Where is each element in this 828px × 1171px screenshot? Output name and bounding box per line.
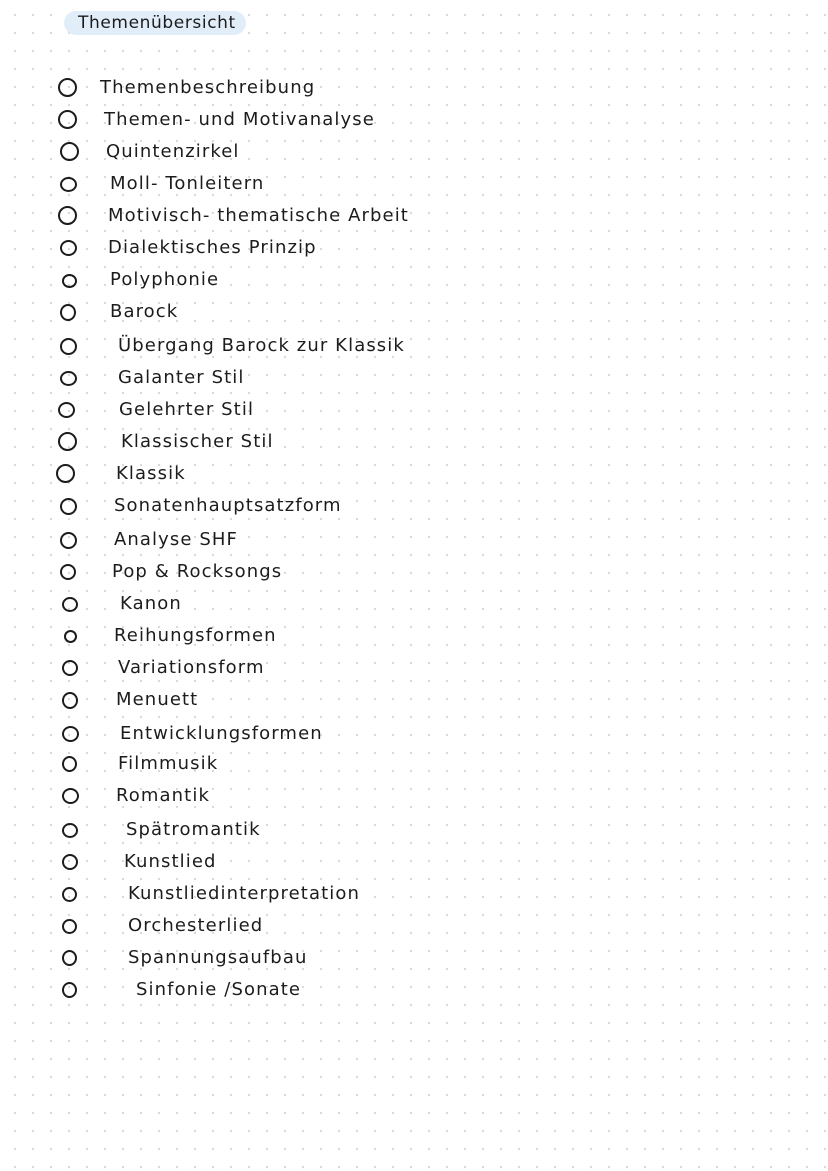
list-item: [62, 654, 622, 682]
topic-label: Moll- Tonleitern: [110, 173, 265, 194]
list-item: [60, 138, 620, 166]
topic-checkbox[interactable]: [58, 432, 77, 451]
list-item: [62, 944, 622, 972]
list-item: [58, 106, 618, 134]
topic-checkbox[interactable]: [62, 788, 79, 804]
topic-checkbox[interactable]: [62, 660, 78, 676]
topic-label: Galanter Stil: [118, 367, 245, 388]
list-item: [60, 170, 620, 198]
topic-checkbox[interactable]: [60, 338, 77, 355]
page-title: Themenübersicht: [64, 11, 246, 35]
list-item: [62, 720, 622, 748]
topic-checkbox[interactable]: [64, 630, 77, 643]
topic-checkbox[interactable]: [58, 206, 77, 225]
topic-label: Menuett: [116, 689, 199, 710]
topic-checkbox[interactable]: [60, 564, 76, 580]
topic-label: Kunstlied: [124, 851, 217, 872]
list-item: [60, 298, 620, 326]
list-item: [62, 782, 622, 810]
topic-label: Entwicklungsformen: [120, 723, 323, 744]
topic-label: Filmmusik: [118, 753, 219, 774]
list-item: [60, 364, 620, 392]
topic-checkbox[interactable]: [62, 950, 77, 966]
list-item: [60, 492, 620, 520]
topic-checkbox[interactable]: [62, 887, 77, 902]
topic-checkbox[interactable]: [62, 726, 79, 742]
topic-label: Sonatenhauptsatzform: [114, 495, 342, 516]
list-item: [60, 234, 620, 262]
list-item: [60, 332, 620, 360]
topic-label: Dialektisches Prinzip: [108, 237, 317, 258]
topic-label: Orchesterlied: [128, 915, 264, 936]
list-item: [60, 526, 620, 554]
topic-label: Klassik: [116, 463, 186, 484]
topic-label: Quintenzirkel: [106, 141, 240, 162]
topic-checkbox[interactable]: [56, 464, 75, 483]
list-item: [62, 686, 622, 714]
topic-checkbox[interactable]: [62, 823, 78, 838]
topic-label: Barock: [110, 301, 179, 322]
list-item: [62, 848, 622, 876]
topic-checkbox[interactable]: [62, 274, 77, 288]
topic-label: Sinfonie /Sonate: [136, 979, 302, 1000]
topic-label: Themen- und Motivanalyse: [104, 109, 375, 130]
topic-label: Spannungsaufbau: [128, 947, 308, 968]
list-item: [58, 74, 618, 102]
list-item: [62, 880, 622, 908]
topic-checkbox[interactable]: [62, 919, 77, 934]
topic-checkbox[interactable]: [60, 304, 76, 321]
topic-checkbox[interactable]: [62, 756, 77, 772]
list-item: [62, 750, 622, 778]
topic-label: Übergang Barock zur Klassik: [118, 335, 405, 356]
list-item: [58, 428, 618, 456]
topic-checkbox[interactable]: [60, 371, 77, 386]
topic-label: Variationsform: [118, 657, 265, 678]
topic-label: Motivisch- thematische Arbeit: [108, 205, 409, 226]
list-item: [58, 202, 618, 230]
topic-checkbox[interactable]: [60, 240, 77, 256]
topic-checkbox[interactable]: [58, 402, 75, 418]
topic-label: Polyphonie: [110, 269, 220, 290]
topic-checkbox[interactable]: [60, 177, 77, 192]
topic-checkbox[interactable]: [58, 110, 77, 129]
topic-label: Klassischer Stil: [121, 431, 274, 452]
topic-checkbox[interactable]: [62, 692, 78, 709]
list-item: [60, 558, 620, 586]
topic-label: Themenbeschreibung: [100, 77, 316, 98]
topic-checkbox[interactable]: [60, 142, 79, 161]
list-item: [64, 622, 624, 650]
topic-label: Pop & Rocksongs: [112, 561, 283, 582]
list-item: [62, 266, 622, 294]
list-item: [58, 396, 618, 424]
topic-label: Gelehrter Stil: [119, 399, 255, 420]
topic-label: Analyse SHF: [114, 529, 238, 550]
topic-label: Kunstliedinterpretation: [128, 883, 360, 904]
list-item: [56, 460, 616, 488]
topic-checkbox[interactable]: [62, 982, 77, 998]
topic-label: Romantik: [116, 785, 210, 806]
topic-checkbox[interactable]: [62, 597, 78, 612]
list-item: [62, 976, 622, 1004]
topic-checkbox[interactable]: [60, 498, 77, 515]
topic-label: Reihungsformen: [114, 625, 277, 646]
topic-checkbox[interactable]: [62, 854, 78, 870]
list-item: [62, 912, 622, 940]
topic-label: Spätromantik: [126, 819, 261, 840]
topic-checkbox[interactable]: [58, 78, 77, 97]
list-item: [62, 590, 622, 618]
topic-checkbox[interactable]: [60, 532, 77, 549]
list-item: [62, 816, 622, 844]
topic-label: Kanon: [120, 593, 182, 614]
